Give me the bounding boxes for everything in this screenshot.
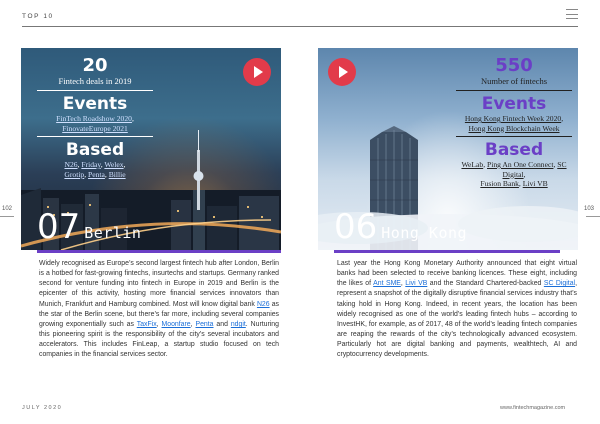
hongkong-city-name: Hong Kong [381,224,468,242]
paragraph-text: , represent a snapshot of the digitally disruptive financial services industry that’s taking hold in Hong Kong. Indeed, in recent years, the location has been widely recognised as one of the world’s leading fintech hubs – according to InvestHK, for example, as of 2017, 48 of the world’s leading fintech companies are reaping the rewards of the city’s technologically advanced ecosystem. Particularly hot are digital banking and payments, wealthtech, AI and cryptocurrency developments. [337,280,577,359]
paragraph-text: and [213,320,231,328]
company-link[interactable]: Friday [81,160,101,169]
menu-icon[interactable] [566,9,578,20]
berlin-accent-bar [37,250,281,253]
company-link[interactable]: WeLab [461,160,484,169]
divider [37,90,153,91]
company-link[interactable]: SC Digital [502,160,567,179]
hongkong-stat-label: Number of fintechs [480,76,548,86]
company-link[interactable]: Penta [88,169,105,179]
berlin-events-list: FinTech Roadshow 2020, FinovateEurope 2021 [56,114,134,133]
berlin-city-tag [37,207,142,247]
page-number-right: 103 [584,206,595,212]
company-link[interactable]: Welex [104,160,124,169]
berlin-city-name: Berlin [84,224,142,242]
inline-link[interactable]: ndgit [230,320,246,328]
inline-link[interactable]: N26 [256,300,270,308]
hongkong-accent-bar [334,250,560,253]
hongkong-rank: 06 [334,207,378,247]
paragraph-text: . Nurturing this pioneering spirit is the responsibility of the city’s several incubators and accelerators. This includes FinLeap, a startup studio focused on tech companies in the financial services sector. [39,320,279,359]
berlin-body-text [39,259,279,361]
hongkong-events-list: Hong Kong Fintech Week 2020, Hong Kong Blockchain Week [464,114,564,133]
divider [456,90,572,91]
berlin-stat-label: Fintech deals in 2019 [58,76,132,86]
inline-link[interactable]: SC Digital [543,280,576,288]
paragraph-text: Widely recognised as Europe’s second largest fintech hub after London, Berlin is a hotbed for fast-growing fintechs, insurtechs and startups. Germany ranked second for venture funding into fintech in Europe in 2019 and Berlin is the epicenter of this activity, hosting more financial services innovators than Munich, Frankfurt and Hamburg combined. Most will know digital bank [39,260,279,308]
berlin-rank: 07 [37,207,81,247]
section-label: TOP 10 [22,13,54,20]
hongkong-based-list: WeLab, Ping An One Connect, SC Digital, Fusion Bank, Livi VB [461,160,567,188]
event-link[interactable]: Hong Kong Blockchain Week [468,123,560,133]
hongkong-body-text [337,259,577,361]
inline-link[interactable]: Moonfare [161,320,191,328]
company-link[interactable]: Billie [108,169,126,179]
header-rule [22,26,578,27]
paragraph-text: , [156,320,162,328]
berlin-stats-box [37,56,153,179]
company-link[interactable]: Ping An One Connect [487,160,554,169]
company-link[interactable]: Fusion Bank [480,179,519,188]
hongkong-city-tag [334,207,468,247]
side-rule-left [0,216,14,217]
page-number-left: 102 [2,206,13,212]
footer-date: JULY 2020 [22,405,63,411]
side-rule-right [586,216,600,217]
inline-link[interactable]: TaxFix [136,320,157,328]
berlin-play-button[interactable] [243,58,271,86]
paragraph-text: Last year the Hong Kong Monetary Authority announced that eight virtual banks had been selected to receive banking licences. These eight, including the likes of [337,260,577,288]
event-link[interactable]: FinovateEurope 2021 [62,123,128,133]
inline-link[interactable]: Livi VB [405,280,428,288]
inline-link[interactable]: Ant SME [373,280,401,288]
hongkong-based-heading: Based [484,140,544,160]
berlin-stat-number: 20 [82,55,108,76]
paragraph-text: , [400,280,406,288]
hongkong-stat-number: 550 [495,55,533,76]
company-link[interactable]: Grotip [64,169,85,179]
event-link[interactable]: FinTech Roadshow 2020 [56,114,132,123]
hongkong-play-button[interactable] [328,58,356,86]
paragraph-text: and the Standard Chartered-backed [427,280,544,288]
berlin-events-heading: Events [62,94,128,114]
hongkong-stats-box [456,56,572,189]
hongkong-events-heading: Events [481,94,547,114]
divider [456,136,572,137]
berlin-based-list: N26, Friday, Welex, Grotip, Penta, Billie [64,160,126,179]
event-link[interactable]: Hong Kong Fintech Week 2020 [464,114,562,123]
inline-link[interactable]: Penta [195,320,214,328]
footer-website[interactable]: www.fintechmagazine.com [500,405,566,411]
paragraph-text: as the star of the Berlin scene, but there’s far more, including several companies growing exponentially such as [39,300,279,328]
company-link[interactable]: Livi VB [522,179,548,188]
hongkong-image-panel [318,48,578,250]
berlin-image-panel [21,48,281,250]
divider [37,136,153,137]
paragraph-text: , [190,320,196,328]
berlin-based-heading: Based [65,140,125,160]
company-link[interactable]: N26 [64,160,78,169]
